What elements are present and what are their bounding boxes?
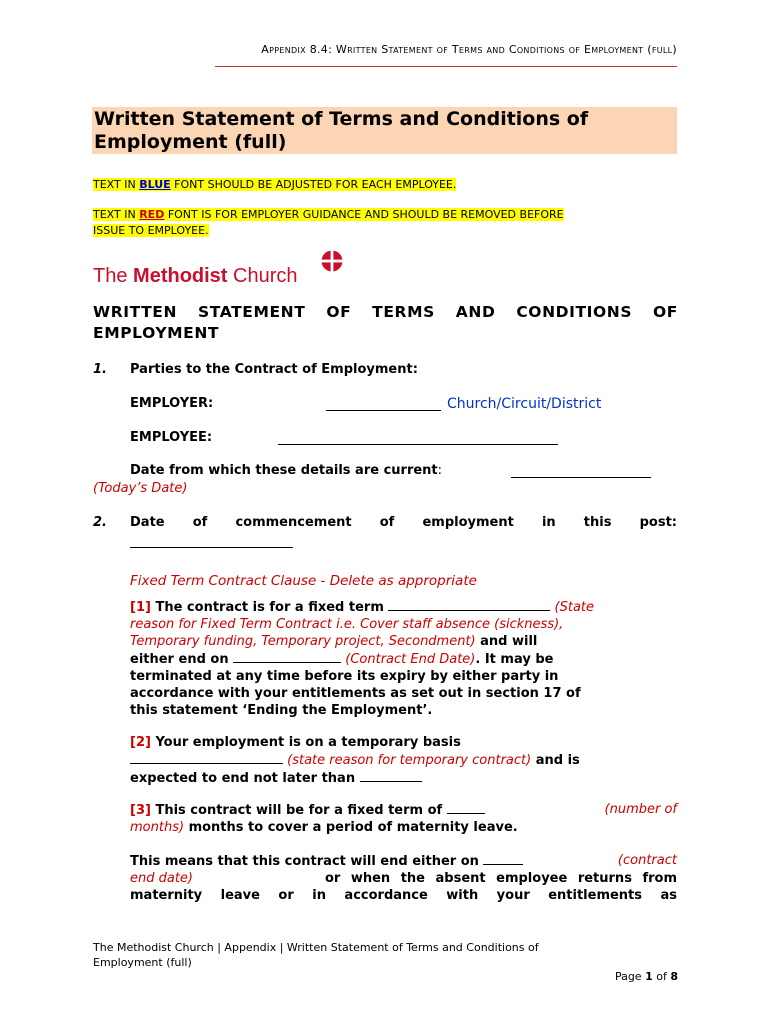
clause-3: [3] This contract will be for a fixed term of (number of months) months to cover a period of maternity leave. bbox=[130, 802, 677, 835]
clause-4: This means that this contract will end either on (contract end date) or when the absent employee returns from maternity leave or in accordance with your entitlements as bbox=[130, 853, 677, 903]
methodist-logo-text: The Methodist Church bbox=[93, 265, 298, 287]
page-number: Page 1 of 8 bbox=[614, 970, 678, 983]
section-2-title: Date of commencement of employment in this post: bbox=[130, 515, 677, 530]
blue-word: BLUE bbox=[139, 178, 171, 191]
section-2-number: 2. bbox=[93, 515, 107, 530]
main-heading-line2: EMPLOYMENT bbox=[93, 324, 220, 342]
fixed-term-heading: Fixed Term Contract Clause - Delete as appropriate bbox=[130, 573, 477, 589]
employee-blank[interactable] bbox=[278, 432, 558, 445]
date-current-blank[interactable] bbox=[511, 465, 651, 478]
commencement-date-blank[interactable] bbox=[130, 535, 293, 548]
clause-2: [2] Your employment is on a temporary basis (state reason for temporary contract) and is expected to end not later than bbox=[130, 735, 580, 786]
section-1-title: Parties to the Contract of Employment: bbox=[130, 362, 418, 377]
employee-label: EMPLOYEE: bbox=[130, 430, 213, 445]
section-1-number: 1. bbox=[93, 362, 107, 377]
footer-title: The Methodist Church | Appendix | Written Statement of Terms and Conditions of Employment (full) bbox=[93, 941, 539, 969]
red-note: TEXT IN RED FONT IS FOR EMPLOYER GUIDANCE AND SHOULD BE REMOVED BEFORE ISSUE TO EMPLOYEE. bbox=[93, 208, 564, 237]
methodist-cross-flame-icon bbox=[320, 249, 344, 273]
document-title: Written Statement of Terms and Conditions of Employment (full) bbox=[94, 108, 589, 153]
employer-blank[interactable] bbox=[326, 398, 441, 411]
main-heading-line1: WRITTEN STATEMENT OF TERMS AND CONDITIONS OF bbox=[93, 303, 678, 321]
header-rule bbox=[215, 66, 677, 67]
page-header: Appendix 8.4: Written Statement of Terms and Conditions of Employment (full) bbox=[261, 43, 677, 56]
clause-1: [1] The contract is for a fixed term (State reason for Fixed Term Contract i.e. Cover staff absence (sickness), Temporary funding, Temporary project, Secondment) and will either end on (Contract End Date). It may be terminated at any time before its expiry by either party in accordance with your entitlements as set out in section 17 of this statement ‘Ending the Employment’. bbox=[130, 600, 595, 718]
employer-label: EMPLOYER: bbox=[130, 396, 214, 411]
todays-date-hint: (Today’s Date) bbox=[93, 481, 188, 496]
employer-value: Church/Circuit/District bbox=[447, 396, 602, 412]
blue-note: TEXT IN BLUE FONT SHOULD BE ADJUSTED FOR EACH EMPLOYEE. bbox=[93, 178, 457, 191]
date-current-label: Date from which these details are current: bbox=[130, 463, 443, 478]
red-word: RED bbox=[139, 208, 165, 221]
